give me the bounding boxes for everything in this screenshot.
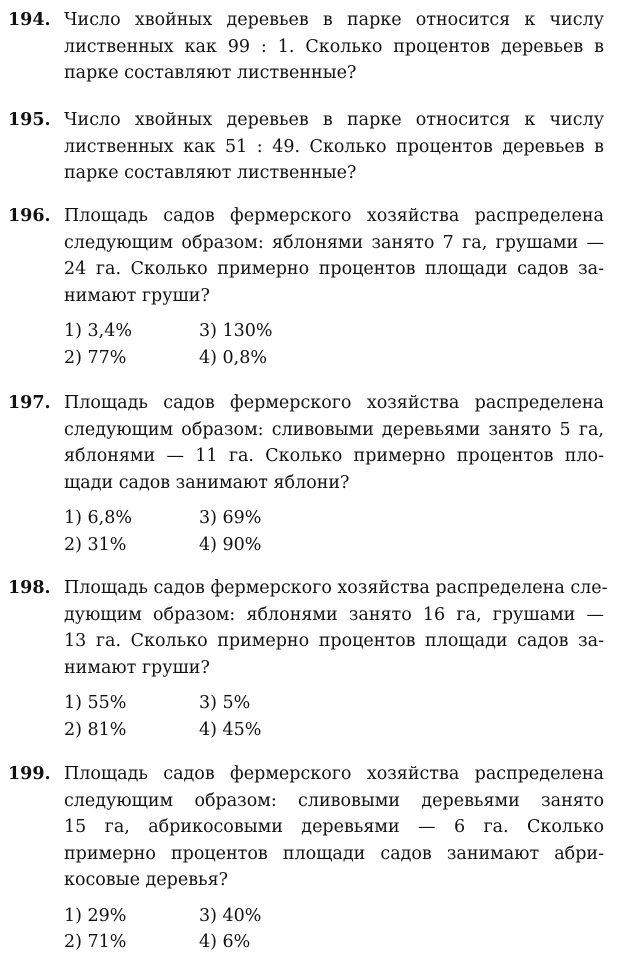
- text-line: Площадь садов фермерского хозяйства распределена: [64, 206, 604, 226]
- problem-text: [64, 203, 604, 309]
- text-line: нимают груши?: [64, 285, 210, 306]
- answer-option[interactable]: 4) 90%: [199, 534, 262, 555]
- text-line: парке составляют лиственные?: [64, 163, 357, 183]
- text-line: парке составляют лиственные?: [64, 63, 357, 83]
- problem-text: [64, 107, 604, 187]
- problem-number: 196.: [8, 206, 51, 226]
- problem-197: [8, 390, 608, 558]
- answer-option[interactable]: 2) 77%: [64, 347, 127, 368]
- text-line: 15 га, абрикосовыми деревьями — 6 га. Сколько: [64, 817, 604, 837]
- text-line: следующим образом: сливовыми деревьями занято: [64, 790, 604, 811]
- problem-number: 194.: [8, 10, 51, 30]
- answer-option[interactable]: 1) 3,4%: [64, 321, 132, 341]
- text-line: 13 га. Сколько примерно процентов площади садов за-: [64, 631, 604, 651]
- text-line: нимают груши?: [64, 657, 210, 678]
- answer-option[interactable]: 1) 6,8%: [64, 508, 132, 528]
- text-line: примерно процентов площади садов занимают абри-: [64, 843, 604, 864]
- problem-text: [64, 390, 604, 496]
- problem-199: [8, 761, 608, 956]
- answer-option[interactable]: 2) 31%: [64, 534, 127, 555]
- text-line: Число хвойных деревьев в парке относится к числу: [64, 10, 604, 30]
- answer-option[interactable]: 3) 5%: [199, 693, 251, 713]
- text-line: 24 га. Сколько примерно процентов площади садов за-: [64, 259, 604, 279]
- text-line: Площадь садов фермерского хозяйства распределена сле-: [64, 578, 608, 598]
- answer-option[interactable]: 4) 0,8%: [199, 347, 267, 368]
- answer-option[interactable]: 3) 40%: [199, 905, 262, 926]
- answer-option[interactable]: 1) 29%: [64, 905, 127, 926]
- text-line: яблонями — 11 га. Сколько примерно процентов пло-: [64, 446, 604, 466]
- problem-196: [8, 203, 608, 371]
- problem-number: 198.: [8, 578, 51, 598]
- problem-194: [8, 7, 608, 87]
- answer-option[interactable]: 3) 130%: [199, 321, 273, 341]
- problem-number: 195.: [8, 110, 51, 130]
- text-line: следующим образом: яблонями занято 7 га, грушами —: [64, 232, 604, 253]
- text-line: дующим образом: яблонями занято 16 га, грушами —: [64, 604, 604, 625]
- text-line: лиственных как 51 : 49. Сколько процентов деревьев в: [64, 136, 604, 157]
- problem-number: 199.: [8, 764, 51, 784]
- problem-text: [64, 761, 604, 894]
- text-line: Площадь садов фермерского хозяйства распределена: [64, 764, 604, 784]
- answer-option[interactable]: 1) 55%: [64, 693, 127, 713]
- problem-number: 197.: [8, 393, 51, 413]
- answer-options: [64, 690, 608, 743]
- problem-195: [8, 107, 608, 187]
- answer-options: [64, 505, 608, 558]
- text-line: щади садов занимают яблони?: [64, 472, 350, 493]
- answer-option[interactable]: 4) 6%: [199, 932, 251, 952]
- text-line: следующим образом: сливовыми деревьями занято 5 га,: [64, 419, 604, 440]
- answer-options: [64, 318, 608, 371]
- text-line: косовые деревья?: [64, 870, 229, 890]
- answer-option[interactable]: 4) 45%: [199, 719, 262, 740]
- problem-text: [64, 575, 608, 681]
- text-line: Число хвойных деревьев в парке относится к числу: [64, 110, 604, 130]
- answer-options: [64, 903, 608, 956]
- text-line: лиственных как 99 : 1. Сколько процентов деревьев в: [64, 36, 604, 57]
- answer-option[interactable]: 2) 81%: [64, 719, 127, 740]
- text-line: Площадь садов фермерского хозяйства распределена: [64, 393, 604, 413]
- problem-text: [64, 7, 604, 87]
- answer-option[interactable]: 2) 71%: [64, 932, 127, 952]
- problem-198: [8, 575, 608, 743]
- answer-option[interactable]: 3) 69%: [199, 508, 262, 528]
